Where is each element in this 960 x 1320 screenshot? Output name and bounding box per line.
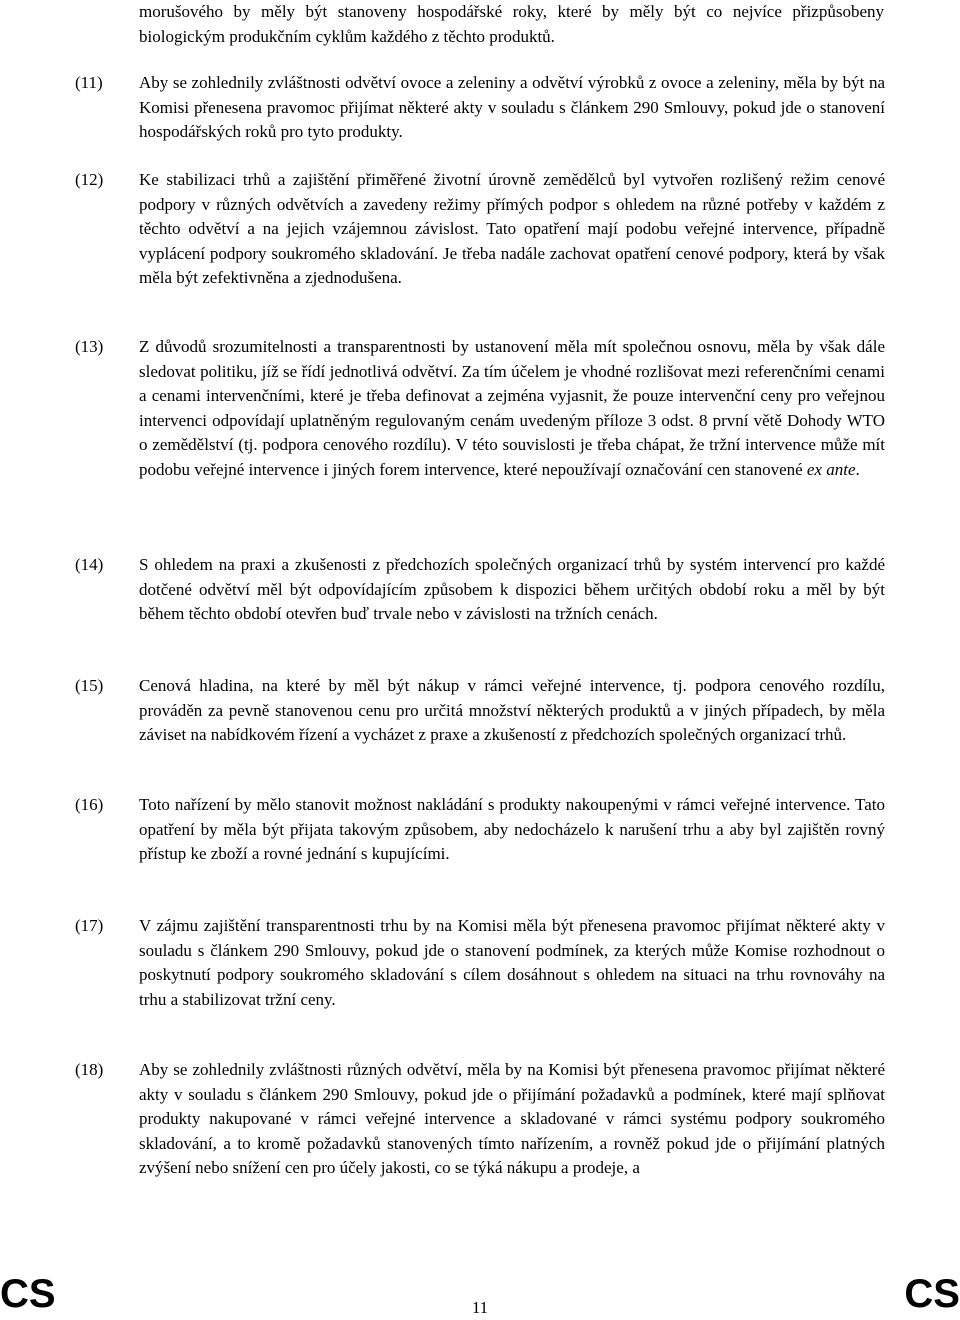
recital-number: (11) (75, 73, 103, 92)
recital-text: Aby se zohlednily zvláštnosti odvětví ovoce a zeleniny a odvětví výrobků z ovoce a zeleniny, měla by být na Komisi přenesena pravomoc přijímat některé akty v souladu s článkem 290 Smlouvy, pokud jde o stanovení hospodářských roků pro tyto produkty. (139, 73, 885, 141)
recital-number: (14) (75, 555, 104, 574)
recital-17 (75, 914, 885, 1012)
recital-16 (75, 793, 885, 867)
recital-text: Ke stabilizaci trhů a zajištění přiměřené životní úrovně zemědělců byl vytvořen rozlišený režim cenové podpory v různých odvětvích a zavedeny režimy přímých podpor s ohledem na různé potřeby v každém z těchto odvětví a na jejich vzájemnou závislost. Tato opatření mají podobu veřejné intervence, případně vyplácení podpory soukromého skladování. Je třeba nadále zachovat opatření cenové podpory, která by však měla být zefektivněna a zjednodušena. (139, 170, 885, 287)
recital-number: (16) (75, 795, 104, 814)
recital-12 (75, 168, 885, 291)
footer-language-code-left: CS (0, 1272, 56, 1316)
recital-text: S ohledem na praxi a zkušenosti z předchozích společných organizací trhů by systém intervencí pro každé dotčené odvětví měl být odpovídajícím způsobem k dispozici během určitých období roku a měl by být během těchto období otevřen buď trvale nebo v závislosti na tržních cenách. (139, 555, 885, 623)
recital-text-end: . (855, 459, 860, 479)
intro-paragraph: morušového by měly být stanoveny hospodářské roky, které by měly být co nejvíce přizpůsobeny biologickým produkčním cyklům každého z těchto produktů. (139, 2, 884, 46)
recital-text: Cenová hladina, na které by měl být nákup v rámci veřejné intervence, tj. podpora cenového rozdílu, prováděn za pevně stanovenou cenu pro určitá množství některých produktů a v jiných případech, by měla záviset na nabídkovém řízení a vycházet z praxe a zkušeností z předchozích společných organizací trhů. (139, 676, 885, 744)
recital-number: (17) (75, 916, 104, 935)
recital-number: (12) (75, 170, 104, 189)
recital-11 (75, 71, 885, 145)
recital-text: Toto nařízení by mělo stanovit možnost nakládání s produkty nakoupenými v rámci veřejné intervence. Tato opatření by měla být přijata takovým způsobem, aby nedocházelo k narušení trhu a aby byl zajištěn rovný přístup ke zboží a rovné jednání s kupujícími. (139, 795, 885, 863)
recital-14 (75, 553, 885, 627)
recital-15 (75, 674, 885, 748)
recital-number: (18) (75, 1060, 104, 1079)
recital-text: Aby se zohlednily zvláštnosti různých odvětví, měla by na Komisi být přenesena pravomoc přijímat některé akty v souladu s článkem 290 Smlouvy, pokud jde o přijímání požadavků a podmínek, které mají splňovat produkty nakupované v rámci veřejné intervence a skladované v rámci systému podpory soukromého skladování, a to kromě požadavků stanovených tímto nařízením, a rovněž pokud jde o přijímání platných zvýšení nebo snížení cen pro účely jakosti, co se týká nákupu a prodeje, a (139, 1060, 885, 1177)
recital-18 (75, 1058, 885, 1181)
page-number: 11 (471, 1298, 489, 1317)
recital-text-main: Z důvodů srozumitelnosti a transparentnosti by ustanovení měla mít společnou osnovu, měla by však dále sledovat politiku, jíž se řídí jednotlivá odvětví. Za tím účelem je vhodné rozlišovat mezi referenčními cenami a cenami intervenčními, které je třeba definovat a zejména vyjasnit, že pouze intervenční ceny pro veřejnou intervenci odpovídají uplatněným regulovaným cenám uvedeným příloze 3 odst. 8 první větě Dohody WTO o zemědělství (tj. podpora cenového rozdílu). V této souvislosti je třeba chápat, že tržní intervence může mít podobu veřejné intervence i jiných forem intervence, které nepoužívají označování cen stanovené (139, 337, 885, 479)
footer-language-code-right: CS (904, 1272, 960, 1316)
recital-number: (15) (75, 676, 104, 695)
recital-13 (75, 335, 885, 482)
recital-number: (13) (75, 337, 104, 356)
recital-text: V zájmu zajištění transparentnosti trhu by na Komisi měla být přenesena pravomoc přijímat některé akty v souladu s článkem 290 Smlouvy, pokud jde o stanovení podmínek, za kterých může Komise rozhodnout o poskytnutí podpory soukromého skladování s cílem dosáhnout s ohledem na situaci na trhu rovnováhy na trhu a stabilizovat tržní ceny. (139, 916, 885, 1009)
recital-text-italic: ex ante (806, 459, 856, 479)
recital-text (139, 335, 885, 482)
